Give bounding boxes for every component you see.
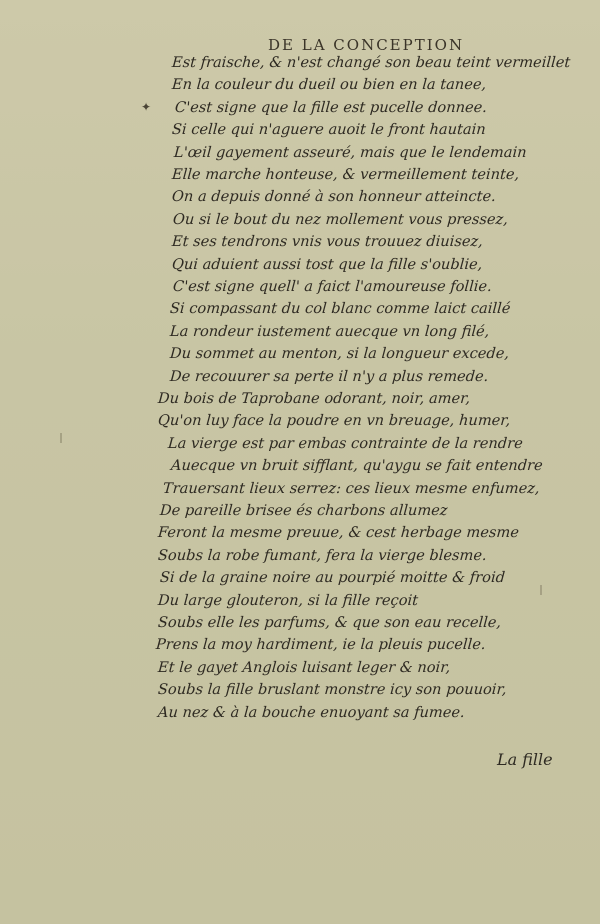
verse-line: Si de la graine noire au pourpié moitte & froid (159, 569, 506, 587)
verse-line: Feront la mesme preuue, & cest herbage mesme (157, 524, 520, 542)
verse-line: Soubs elle les parfums, & que son eau recelle, (157, 614, 502, 631)
verse-line: Du sommet au menton, si la longueur excede, (169, 345, 510, 363)
verse-line: Elle marche honteuse, & vermeillement teinte, (171, 166, 520, 183)
verse-line: De recouurer sa perte il n'y a plus remede. (169, 367, 489, 385)
verse-line: C'est signe quell' a faict l'amoureuse follie. (172, 278, 493, 295)
verse-line: C'est signe que la fille est pucelle donnee. (174, 98, 488, 116)
verse-line: Soubs la robe fumant, fera la vierge blesme. (157, 546, 488, 564)
verse-line: On a depuis donné à son honneur atteincte. (171, 188, 497, 206)
verse-line: Soubs la fille bruslant monstre icy son pouuoir, (157, 681, 508, 699)
verse-line: En la couleur du dueil ou bien en la tanee, (171, 76, 487, 94)
verse-line: Qui aduient aussi tost que la fille s'oublie, (171, 255, 483, 273)
verse-line: Du bois de Taprobane odorant, noir, amer, (157, 390, 471, 407)
verse-line: Ou si le bout du nez mollement vous pressez, (172, 210, 509, 228)
verse-line: Si compassant du col blanc comme laict caillé (169, 300, 512, 318)
margin-mark: ✦ (141, 100, 152, 114)
verse-line: Trauersant lieux serrez: ces lieux mesme enfumez, (162, 479, 541, 497)
verse-line: L'œil gayement asseuré, mais que le lendemain (173, 143, 528, 161)
verse-line: Auecque vn bruit sifflant, qu'aygu se fait entendre (170, 457, 544, 475)
verse-line: Prens la moy hardiment, ie la pleuis pucelle. (155, 636, 487, 654)
verse-line: Qu'on luy face la poudre en vn breuage, humer, (157, 412, 511, 430)
verse-line: Et le gayet Anglois luisant leger & noir, (157, 658, 451, 676)
running-title: DE LA CONCEPTION (268, 36, 465, 54)
catchword: La fille (497, 750, 553, 769)
verse-line: Du large glouteron, si la fille reçoit (157, 591, 419, 609)
show-through-mark (60, 433, 62, 443)
verse-line: Si celle qui n'aguere auoit le front hautain (171, 121, 487, 139)
verse-line: Et ses tendrons vnis vous trouuez diuisez, (171, 233, 484, 251)
verse-line: La rondeur iustement auecque vn long filé, (169, 322, 490, 340)
show-through-mark (540, 585, 542, 595)
verse-line: La vierge est par embas contrainte de la rendre (167, 434, 524, 452)
verse-line: De pareille brisee és charbons allumez (159, 502, 449, 519)
verse-line: Est fraische, & n'est changé son beau teint vermeillet (171, 54, 571, 71)
verse-line: Au nez & à la bouche enuoyant sa fumee. (157, 703, 466, 721)
